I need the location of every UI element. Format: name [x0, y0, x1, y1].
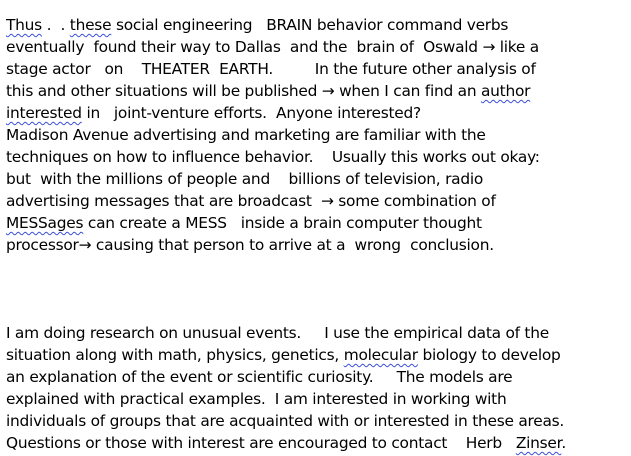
spellcheck-word: author: [480, 82, 531, 100]
text-line: situation along with math, physics, genetics, molecular biology to develop: [6, 346, 561, 364]
paragraph-social-engineering: [6, 14, 629, 256]
text-line: Thus . . these social engineering BRAIN behavior command verbs: [6, 16, 509, 34]
text-line: Questions or those with interest are encouraged to contact Herb Zinser.: [6, 434, 566, 452]
spellcheck-word: interested: [6, 104, 82, 122]
document-body: [6, 14, 629, 454]
paragraph-spacer: [6, 256, 629, 322]
spellcheck-word: Thus: [6, 16, 42, 34]
text-line: processor→ causing that person to arrive at a wrong conclusion.: [6, 236, 494, 254]
spellcheck-word: Zinser: [515, 434, 562, 452]
text-line: but with the millions of people and billions of television, radio: [6, 170, 484, 188]
paragraph-research: [6, 322, 629, 454]
text-line: interested in joint-venture efforts. Anyone interested?: [6, 104, 421, 122]
text-line: Madison Avenue advertising and marketing are familiar with the: [6, 126, 486, 144]
text-line: advertising messages that are broadcast → some combination of: [6, 192, 496, 210]
text-line: individuals of groups that are acquainted with or interested in these areas.: [6, 412, 565, 430]
text-line: this and other situations will be published → when I can find an author: [6, 82, 531, 100]
text-line: stage actor on THEATER EARTH. In the future other analysis of: [6, 60, 536, 78]
text-line: explained with practical examples. I am interested in working with: [6, 390, 507, 408]
spellcheck-word: MESSages: [6, 214, 84, 232]
spellcheck-word: these: [69, 16, 112, 34]
text-line: eventually found their way to Dallas and the brain of Oswald → like a: [6, 38, 539, 56]
text-line: MESSages can create a MESS inside a brain computer thought: [6, 214, 482, 232]
spellcheck-word: molecular: [343, 346, 418, 364]
text-line: I am doing research on unusual events. I use the empirical data of the: [6, 324, 549, 342]
text-line: techniques on how to influence behavior. Usually this works out okay:: [6, 148, 540, 166]
text-line: an explanation of the event or scientific curiosity. The models are: [6, 368, 513, 386]
